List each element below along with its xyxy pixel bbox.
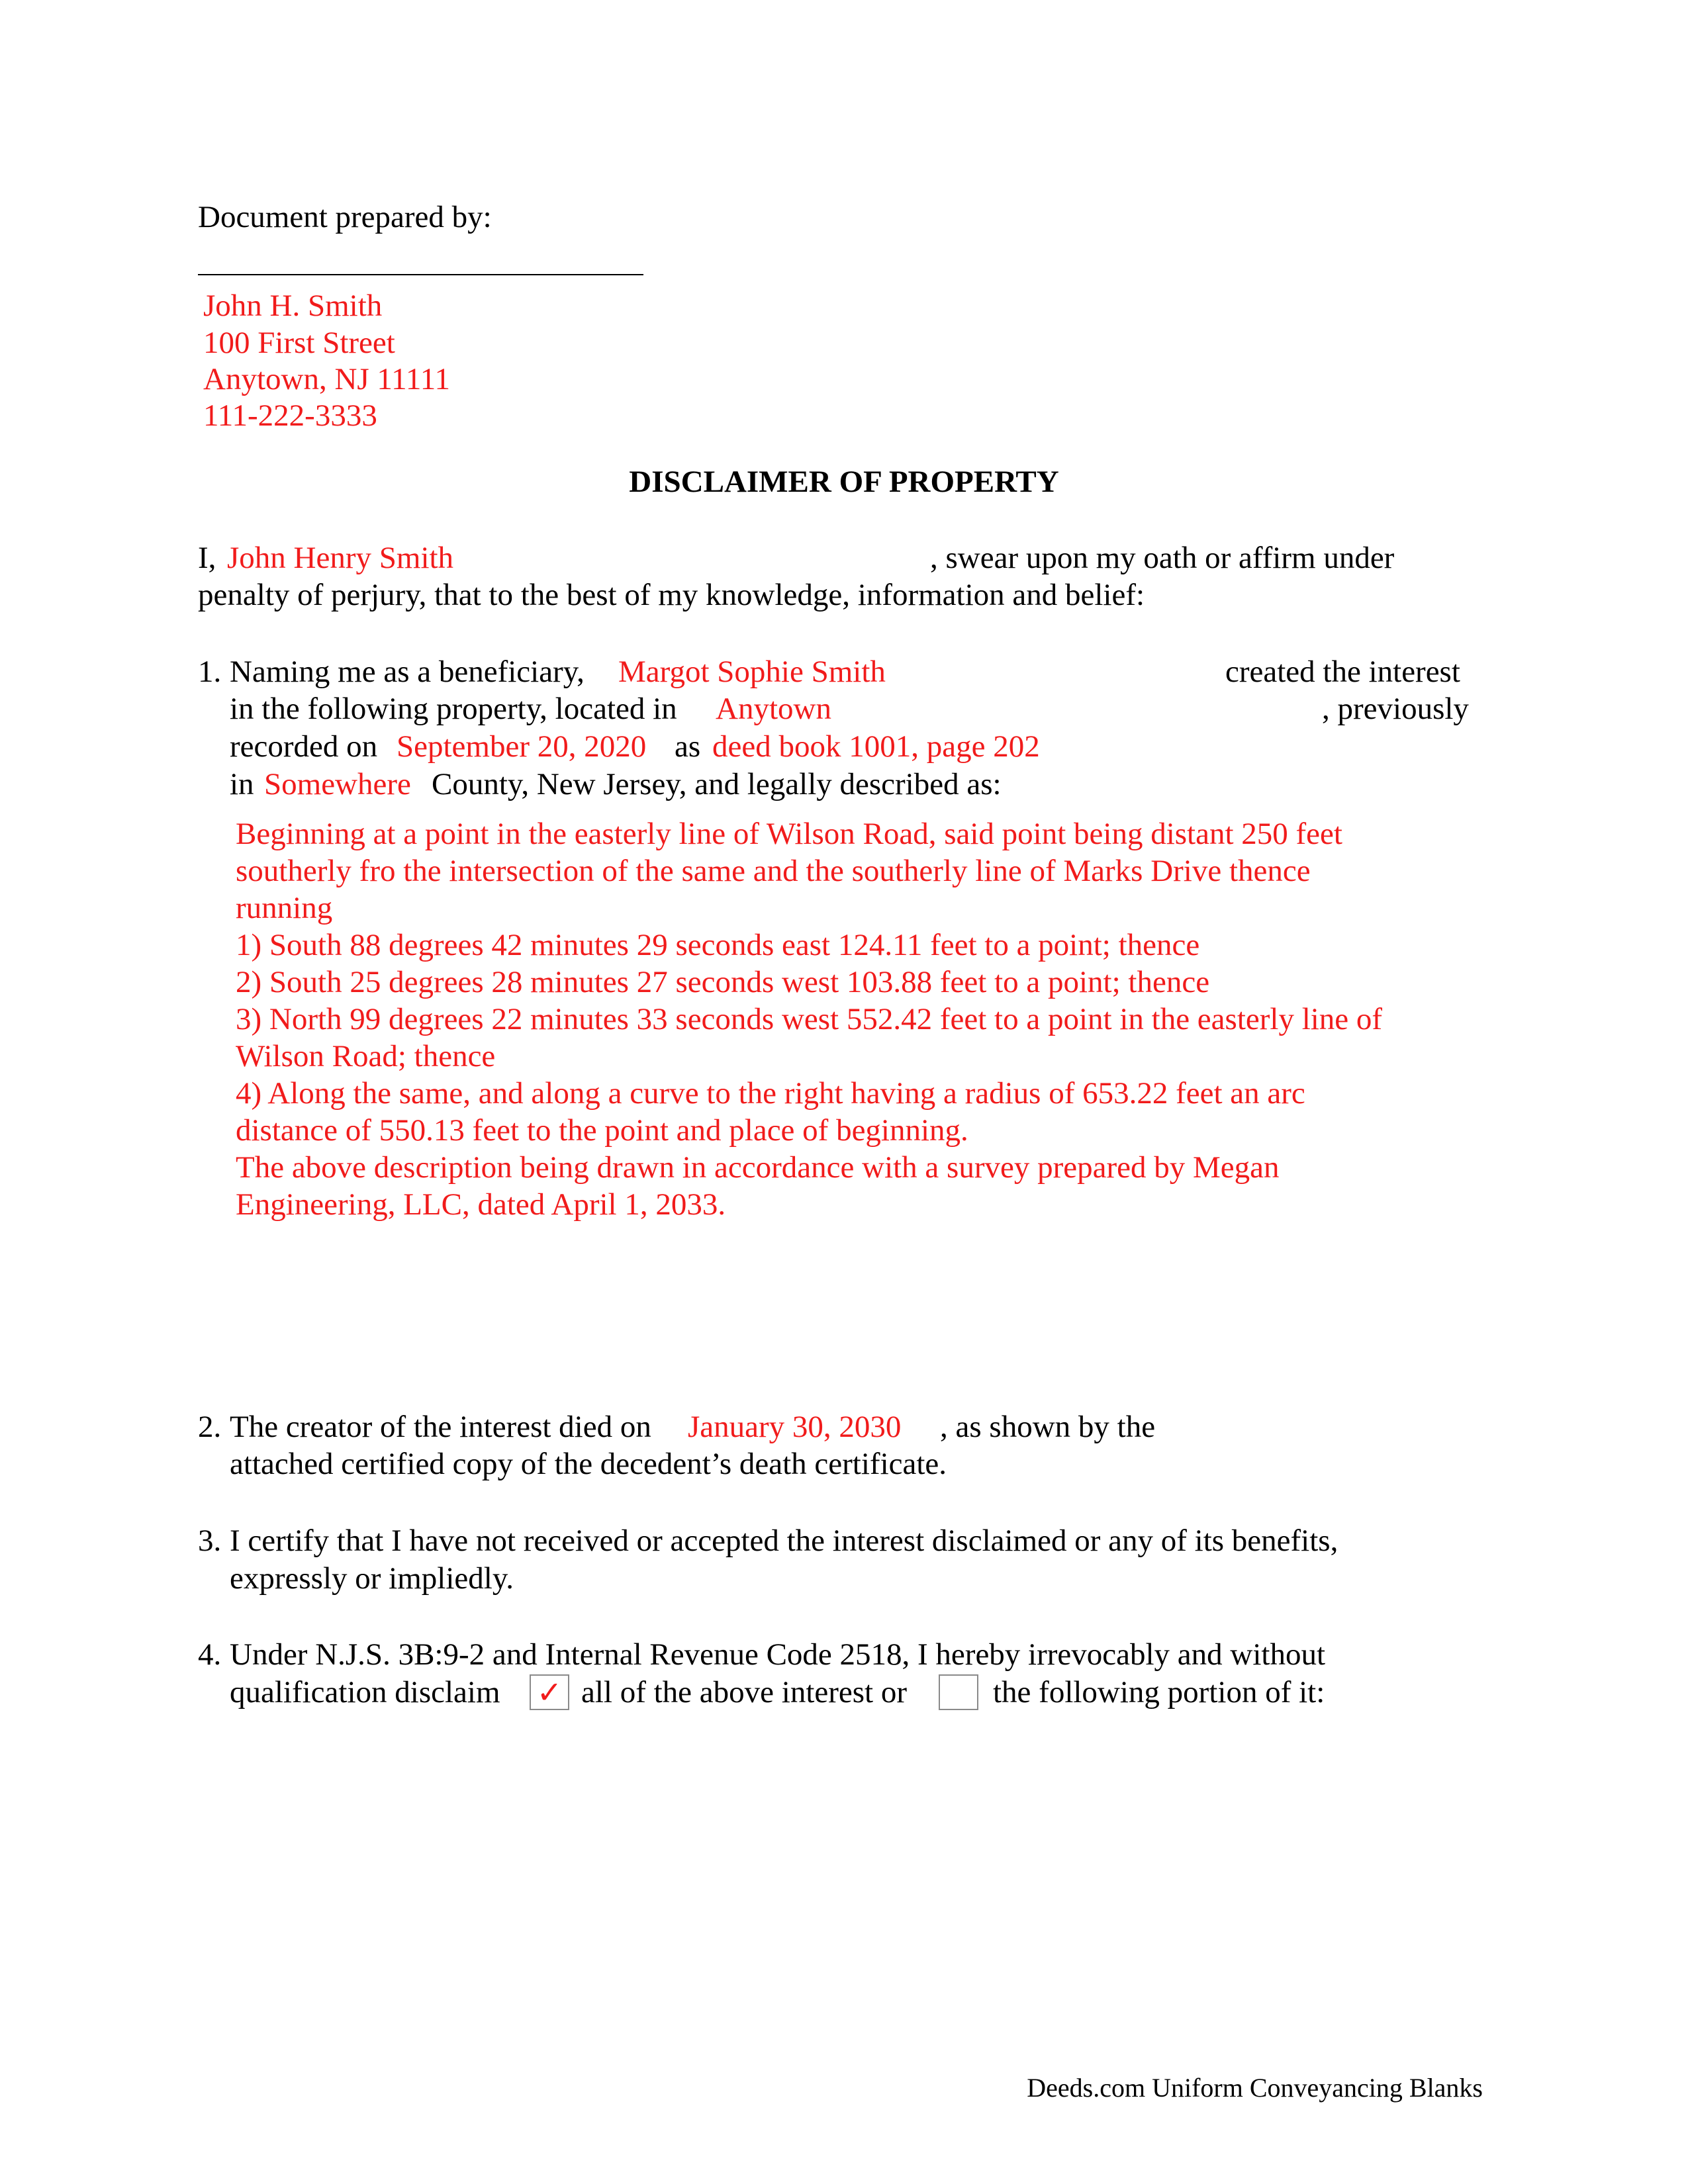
item1-number: 1.: [198, 655, 222, 689]
intro-line2: penalty of perjury, that to the best of my knowledge, information and belief:: [198, 578, 1145, 612]
item4-line1: Under N.J.S. 3B:9-2 and Internal Revenue Code 2518, I hereby irrevocably and without: [230, 1637, 1326, 1672]
legal-line: The above description being drawn in accordance with a survey prepared by Megan: [236, 1150, 1280, 1185]
item1-text-1: Naming me as a beneficiary,: [230, 655, 585, 689]
legal-line: running: [236, 891, 333, 925]
preparer-phone[interactable]: 111-222-3333: [203, 398, 377, 433]
legal-line: 1) South 88 degrees 42 minutes 29 seconds east 124.11 feet to a point; thence: [236, 928, 1200, 962]
item1-text-3: in the following property, located in: [230, 692, 677, 726]
preparer-street[interactable]: 100 First Street: [203, 326, 395, 360]
prepared-by-label: Document prepared by:: [198, 200, 492, 234]
legal-line: southerly fro the intersection of the same and the southerly line of Marks Drive thence: [236, 854, 1311, 888]
item4-text-2: all of the above interest or: [581, 1675, 908, 1709]
item1-text-7: in: [230, 767, 254, 801]
item1-text-8: County, New Jersey, and legally described as:: [432, 767, 1002, 801]
item1-text-6: as: [675, 729, 701, 764]
disclaim-all-checkbox[interactable]: ✓: [530, 1674, 569, 1710]
creator-name-field[interactable]: Margot Sophie Smith: [618, 655, 886, 689]
recorded-date-field[interactable]: September 20, 2020: [397, 729, 647, 764]
item2-text-2: , as shown by the: [940, 1410, 1156, 1444]
legal-description-field[interactable]: [236, 815, 1493, 1223]
signature-line: [198, 274, 643, 275]
footer-brand: Deeds.com Uniform Conveyancing Blanks: [1027, 2073, 1483, 2103]
legal-line: Engineering, LLC, dated April 1, 2033.: [236, 1187, 726, 1222]
item1-text-2: created the interest: [1225, 655, 1460, 689]
item2-text-1: The creator of the interest died on: [230, 1410, 651, 1444]
item4-number: 4.: [198, 1637, 222, 1672]
county-field[interactable]: Somewhere: [264, 767, 411, 801]
item4-text-3: the following portion of it:: [993, 1675, 1325, 1709]
item1-text-5: recorded on: [230, 729, 378, 764]
item1-text-4: , previously: [1322, 692, 1469, 726]
legal-line: Beginning at a point in the easterly line of Wilson Road, said point being distant 250 feet: [236, 817, 1342, 851]
item4-text-1: qualification disclaim: [230, 1675, 500, 1709]
item3-number: 3.: [198, 1524, 222, 1558]
preparer-name[interactable]: John H. Smith: [203, 289, 383, 323]
death-date-field[interactable]: January 30, 2030: [688, 1410, 902, 1444]
property-location-field[interactable]: Anytown: [716, 692, 831, 726]
legal-line: 2) South 25 degrees 28 minutes 27 seconds west 103.88 feet to a point; thence: [236, 965, 1210, 999]
legal-line: 3) North 99 degrees 22 minutes 33 seconds west 552.42 feet to a point in the easterly line of: [236, 1002, 1383, 1036]
item3-line2: expressly or impliedly.: [230, 1561, 514, 1596]
recorded-reference-field[interactable]: deed book 1001, page 202: [712, 729, 1040, 764]
intro-prefix: I,: [198, 541, 216, 575]
page-title: DISCLAIMER OF PROPERTY: [629, 465, 1059, 499]
item2-text-3: attached certified copy of the decedent’s death certificate.: [230, 1447, 947, 1481]
intro-line1-suffix: , swear upon my oath or affirm under: [930, 541, 1395, 575]
legal-line: 4) Along the same, and along a curve to the right having a radius of 653.22 feet an arc: [236, 1076, 1305, 1111]
item2-number: 2.: [198, 1410, 222, 1444]
legal-line: distance of 550.13 feet to the point and place of beginning.: [236, 1113, 968, 1148]
legal-line: Wilson Road; thence: [236, 1039, 496, 1073]
disclaim-portion-checkbox[interactable]: [939, 1674, 978, 1710]
declarant-name-field[interactable]: John Henry Smith: [227, 541, 454, 575]
item3-line1: I certify that I have not received or accepted the interest disclaimed or any of its benefits,: [230, 1524, 1338, 1558]
preparer-city-state-zip[interactable]: Anytown, NJ 11111: [203, 362, 450, 396]
